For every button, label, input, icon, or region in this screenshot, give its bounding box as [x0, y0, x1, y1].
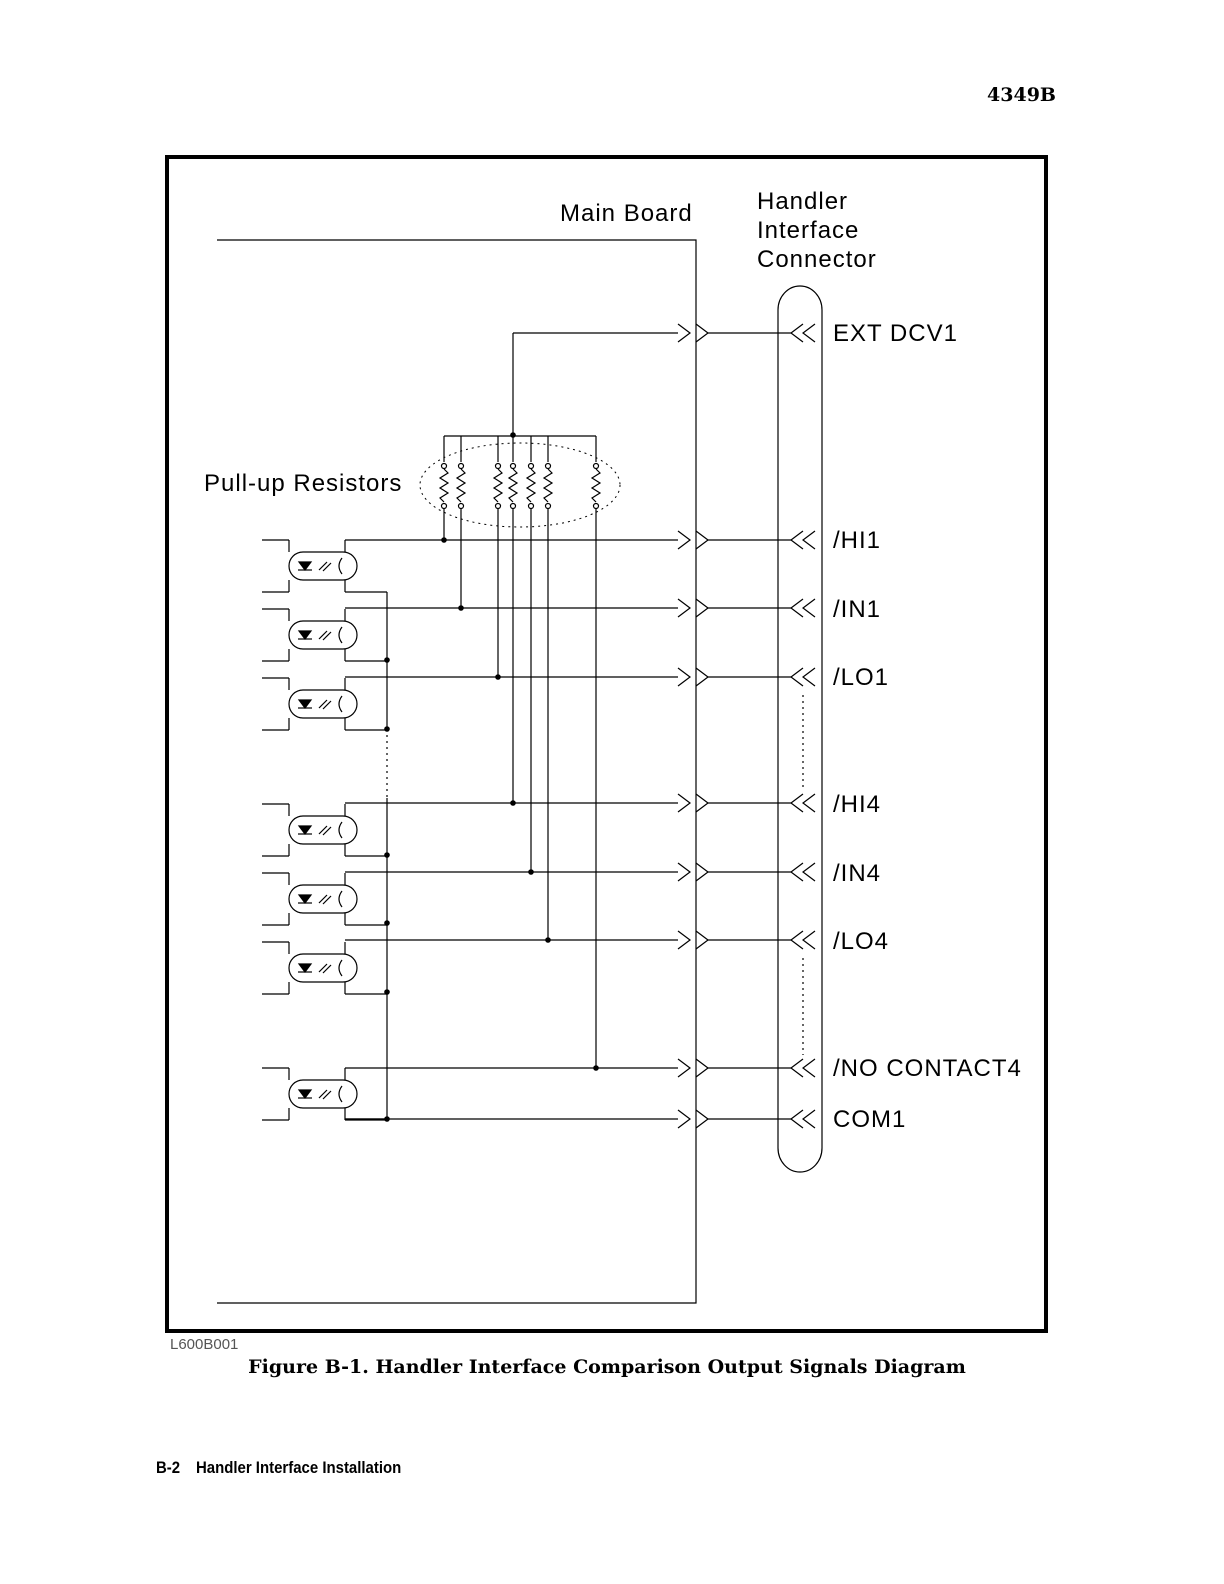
connector-chevron-0 — [791, 324, 803, 342]
connector-chevron-7 — [791, 1059, 803, 1077]
connector-chevron-5 — [791, 863, 803, 881]
board-chevron-3 — [696, 668, 708, 686]
pullup-group-outline — [420, 443, 620, 527]
pullup-resistor-3 — [509, 469, 517, 502]
connector-chevron-8 — [803, 1110, 815, 1128]
resistor-terminal-4 — [529, 504, 534, 509]
main-board-label: Main Board — [560, 200, 693, 227]
resistor-terminal-6 — [594, 504, 599, 509]
connector-body — [778, 286, 822, 1172]
resistor-terminal-5 — [546, 464, 551, 469]
phototransistor-icon-5 — [339, 960, 342, 976]
main-board-outline — [217, 240, 696, 1303]
signal-label-hi4: /HI4 — [833, 791, 882, 818]
connector-chevron-5 — [803, 863, 815, 881]
led-icon-2 — [299, 700, 311, 708]
pullup-resistor-5 — [544, 469, 552, 502]
phototransistor-icon-3 — [339, 822, 342, 838]
signal-label-in4: /IN4 — [833, 860, 882, 887]
board-chevron-1 — [678, 531, 690, 549]
board-chevron-6 — [678, 931, 690, 949]
connector-chevron-6 — [791, 931, 803, 949]
connector-label-line-3: Connector — [757, 246, 877, 273]
signal-label-hi1: /HI1 — [833, 527, 882, 554]
resistor-terminal-4 — [529, 464, 534, 469]
board-chevron-0 — [678, 324, 690, 342]
common-bus-dot-4 — [384, 989, 390, 995]
signal-label-lo1: /LO1 — [833, 664, 890, 691]
page-footer — [156, 1458, 401, 1478]
pullup-resistor-4 — [527, 469, 535, 502]
page-model-number: 4349B — [987, 84, 1056, 106]
common-bus-dot-1 — [384, 726, 390, 732]
connector-chevron-6 — [803, 931, 815, 949]
resistor-terminal-2 — [496, 504, 501, 509]
connector-chevron-2 — [803, 599, 815, 617]
connector-chevron-3 — [791, 668, 803, 686]
led-icon-4 — [299, 895, 311, 903]
resistor-terminal-6 — [594, 464, 599, 469]
resistor-terminal-0 — [442, 504, 447, 509]
pullup-resistor-0 — [440, 469, 448, 502]
phototransistor-icon-4 — [339, 891, 342, 907]
phototransistor-icon-0 — [339, 558, 342, 574]
board-chevron-2 — [678, 599, 690, 617]
board-chevron-5 — [678, 863, 690, 881]
phototransistor-icon-1 — [339, 627, 342, 643]
board-chevron-2 — [696, 599, 708, 617]
connector-chevron-4 — [803, 794, 815, 812]
connector-label-line-1: Handler — [757, 188, 849, 215]
phototransistor-icon-6 — [339, 1086, 342, 1102]
signal-label-no-contact4: /NO CONTACT4 — [833, 1055, 1022, 1082]
board-chevron-7 — [678, 1059, 690, 1077]
board-chevron-0 — [696, 324, 708, 342]
pullup-resistor-2 — [494, 469, 502, 502]
board-chevron-8 — [696, 1110, 708, 1128]
led-icon-0 — [299, 562, 311, 570]
resistor-terminal-1 — [459, 464, 464, 469]
board-chevron-1 — [696, 531, 708, 549]
signal-label-in1: /IN1 — [833, 596, 882, 623]
connector-chevron-0 — [803, 324, 815, 342]
board-chevron-4 — [696, 794, 708, 812]
signal-label-ext-dcv1: EXT DCV1 — [833, 320, 958, 347]
led-icon-3 — [299, 826, 311, 834]
resistor-terminal-3 — [511, 464, 516, 469]
pullup-resistors-label: Pull-up Resistors — [204, 470, 403, 497]
board-chevron-3 — [678, 668, 690, 686]
led-icon-6 — [299, 1090, 311, 1098]
signal-label-lo4: /LO4 — [833, 928, 890, 955]
board-chevron-6 — [696, 931, 708, 949]
led-icon-1 — [299, 631, 311, 639]
common-bus-dot-0 — [384, 657, 390, 663]
wiring — [262, 324, 815, 1128]
common-bus-dot-3 — [384, 920, 390, 926]
figure-caption: Figure B-1. Handler Interface Comparison Output Signals Diagram — [248, 1356, 966, 1378]
phototransistor-icon-2 — [339, 696, 342, 712]
resistor-terminal-2 — [496, 464, 501, 469]
connector-chevron-3 — [803, 668, 815, 686]
resistor-terminal-0 — [442, 464, 447, 469]
board-chevron-4 — [678, 794, 690, 812]
connector-chevron-8 — [791, 1110, 803, 1128]
signal-label-com1: COM1 — [833, 1106, 907, 1133]
resistor-terminal-1 — [459, 504, 464, 509]
common-bus-dot-5 — [384, 1116, 390, 1122]
figure-code: L600B001 — [170, 1336, 239, 1353]
connector-label-line-2: Interface — [757, 217, 860, 244]
board-chevron-5 — [696, 863, 708, 881]
resistor-terminal-3 — [511, 504, 516, 509]
connector-chevron-4 — [791, 794, 803, 812]
board-chevron-8 — [678, 1110, 690, 1128]
pullup-resistor-6 — [592, 469, 600, 502]
connector-chevron-2 — [791, 599, 803, 617]
common-bus-dot-2 — [384, 852, 390, 858]
led-icon-5 — [299, 964, 311, 972]
connector-chevron-1 — [803, 531, 815, 549]
resistor-terminal-5 — [546, 504, 551, 509]
section-title: Handler Interface Installation — [195, 1458, 402, 1477]
pullup-resistor-1 — [457, 469, 465, 502]
page-number: B-2 — [156, 1458, 181, 1477]
connector-chevron-7 — [803, 1059, 815, 1077]
board-chevron-7 — [696, 1059, 708, 1077]
connector-chevron-1 — [791, 531, 803, 549]
